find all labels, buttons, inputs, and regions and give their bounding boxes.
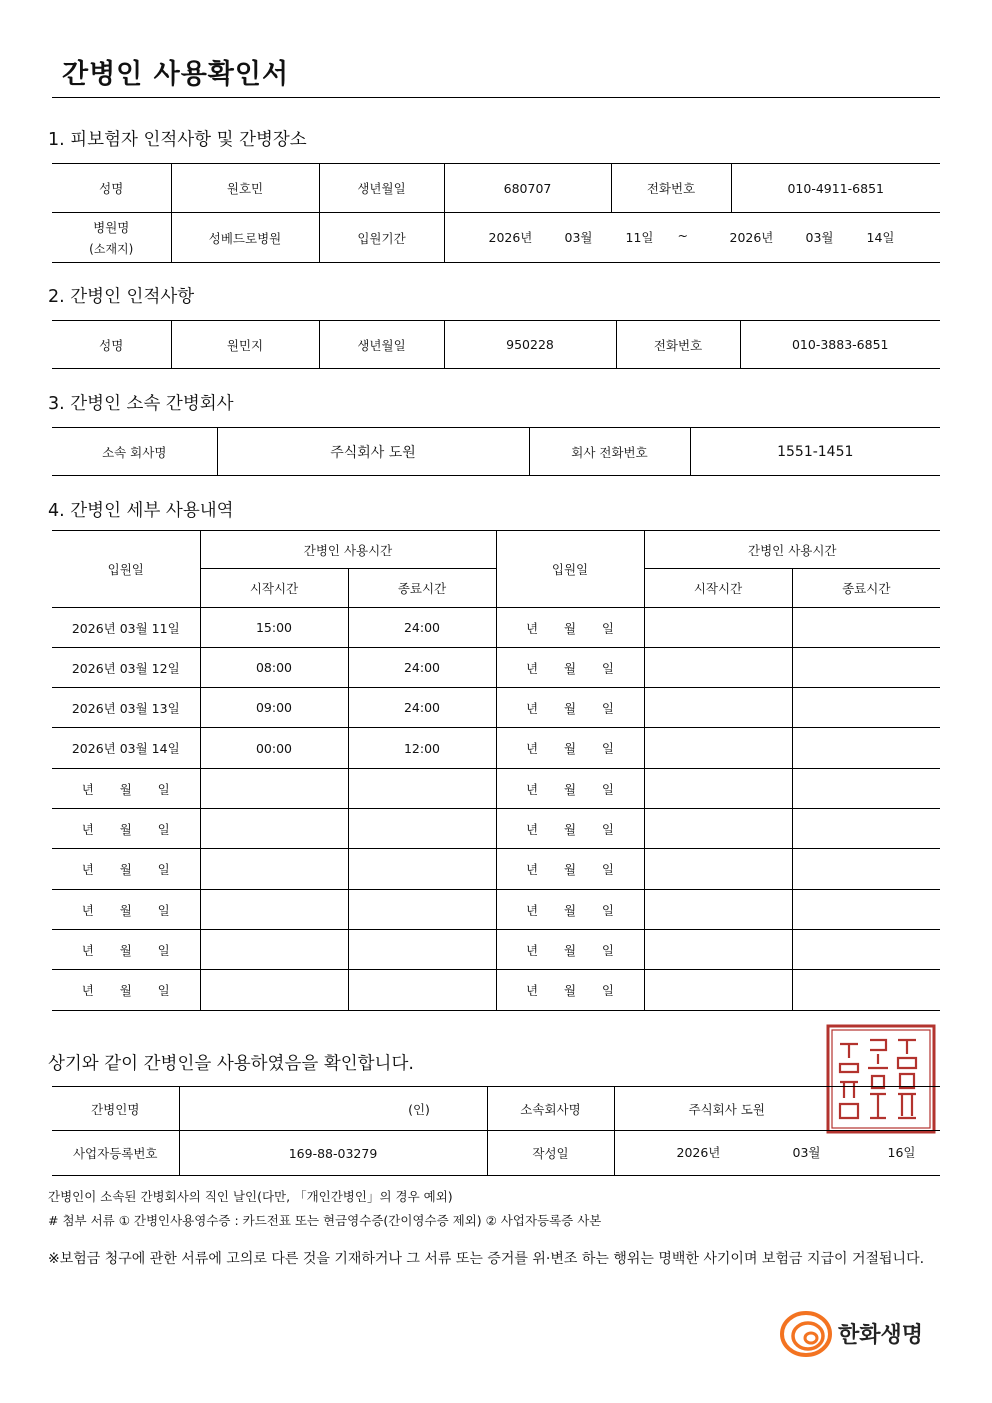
usage-row [52,849,940,890]
period-to-year: 2026년 [729,229,774,245]
insured-birth[interactable]: 680707 [444,164,611,213]
signoff-table [52,1086,940,1176]
document-title: 간병인 사용확인서 [62,59,290,90]
blank-year: 년 [81,983,94,998]
hospital-sub-label: (소재지) [89,242,134,256]
usage-end-time[interactable]: 12:00 [348,728,496,769]
insured-birth-label: 생년월일 [319,164,444,213]
written-year: 2026년 [676,1145,721,1160]
usage-end-time[interactable] [348,849,496,890]
blank-date [82,780,170,798]
usage-end-time-right[interactable] [792,930,940,970]
blank-year: 년 [81,862,94,877]
section-1-heading: 1. 피보험자 인적사항 및 간병장소 [48,130,307,150]
usage-admit-label-right: 입원일 [496,531,644,608]
usage-date-right[interactable] [496,930,644,970]
usage-end-time[interactable] [348,890,496,930]
blank-month: 월 [119,862,132,877]
insured-phone-label: 전화번호 [611,164,731,213]
usage-start-label-left: 시작시간 [200,569,348,608]
blank-month: 월 [563,700,577,716]
signoff-company-label: 소속회사명 [487,1087,614,1131]
blank-year: 년 [526,983,539,998]
usage-date[interactable]: 2026년 03월 13일 [52,688,200,728]
usage-row [52,688,940,728]
blank-year: 년 [526,781,539,797]
insured-name[interactable]: 원호민 [171,164,319,213]
usage-start-label-right: 시작시간 [644,569,792,608]
usage-start-time-right[interactable] [644,648,792,688]
usage-row [52,648,940,688]
hospital-name[interactable]: 성베드로병원 [171,213,319,263]
usage-start-time-right[interactable] [644,809,792,849]
usage-start-time-right[interactable] [644,769,792,809]
blank-year: 년 [526,620,539,636]
note-attachments: # 첨부 서류 ① 간병인사용영수증 : 카드전표 또는 현금영수증(간이영수증 제외) ② 사업자등록증 사본 [48,1213,602,1228]
usage-date-right[interactable] [496,728,644,769]
usage-date-right[interactable] [496,608,644,648]
usage-date[interactable]: 2026년 03월 12일 [52,648,200,688]
blank-month: 월 [563,741,577,756]
usage-date[interactable] [52,809,200,849]
usage-start-time[interactable] [200,890,348,930]
period-from-month: 03월 [564,229,593,245]
usage-end-time-right[interactable] [792,769,940,809]
usage-start-time-right[interactable] [644,608,792,648]
bizno-label: 사업자등록번호 [52,1131,179,1176]
blank-date [82,860,170,878]
blank-year: 년 [81,902,94,918]
blank-day: 일 [157,983,170,998]
usage-row [52,809,940,849]
usage-date-right[interactable] [496,688,644,728]
usage-start-time[interactable] [200,970,348,1011]
blank-day: 일 [157,781,170,797]
usage-start-time-right[interactable] [644,688,792,728]
blank-month: 월 [563,862,577,877]
blank-month: 월 [119,983,132,998]
period-to-day: 14일 [866,229,895,245]
usage-start-time-right[interactable] [644,970,792,1011]
usage-date-right[interactable] [496,849,644,890]
blank-date [82,941,170,959]
blank-year: 년 [526,862,539,877]
usage-end-time-right[interactable] [792,809,940,849]
caregiver-phone-label: 전화번호 [616,321,740,369]
usage-start-time[interactable]: 00:00 [200,728,348,769]
blank-year: 년 [526,942,539,958]
usage-row [52,930,940,970]
usage-end-time-right[interactable] [792,890,940,930]
usage-start-time[interactable] [200,930,348,970]
company-table [52,427,940,476]
blank-day: 일 [601,781,614,797]
usage-date[interactable] [52,769,200,809]
usage-end-time-right[interactable] [792,728,940,769]
period-from-year: 2026년 [488,229,533,245]
blank-month: 월 [563,781,577,797]
usage-row [52,608,940,648]
usage-end-time[interactable] [348,930,496,970]
usage-table [52,530,940,1011]
usage-hours-label-left: 간병인 사용시간 [200,531,496,569]
blank-date [526,739,614,757]
usage-end-label-right: 종료시간 [792,569,940,608]
blank-month: 월 [563,942,577,958]
blank-year: 년 [526,700,539,716]
usage-end-time-right[interactable] [792,608,940,648]
usage-date-right[interactable] [496,970,644,1011]
written-date[interactable] [614,1131,940,1176]
caregiver-signature-field[interactable] [179,1087,487,1131]
usage-date[interactable] [52,930,200,970]
blank-date [526,820,614,838]
usage-start-time[interactable] [200,849,348,890]
usage-date[interactable] [52,890,200,930]
blank-year: 년 [526,741,539,756]
blank-month: 월 [119,821,132,837]
insured-name-label: 성명 [52,164,171,213]
usage-start-time-right[interactable] [644,849,792,890]
note-seal: 간병인이 소속된 간병회사의 직인 날인(다만, 「개인간병인」의 경우 예외) [48,1189,453,1204]
blank-date [526,699,614,717]
usage-date-right[interactable] [496,648,644,688]
usage-date-right[interactable] [496,809,644,849]
blank-year: 년 [526,660,539,676]
usage-start-time-right[interactable] [644,890,792,930]
blank-year: 년 [526,902,539,918]
usage-admit-label-left: 입원일 [52,531,200,608]
blank-year: 년 [81,942,94,958]
usage-end-time[interactable] [348,970,496,1011]
company-phone-label: 회사 전화번호 [529,428,690,476]
bizno[interactable]: 169-88-03279 [179,1131,487,1176]
caregiver-phone[interactable]: 010-3883-6851 [740,321,940,369]
blank-day: 일 [601,821,614,837]
fraud-warning: ※보험금 청구에 관한 서류에 고의로 다른 것을 기재하거나 그 서류 또는 증거를 위·변조 하는 행위는 명백한 사기이며 보험금 지급이 거절됩니다. [48,1251,925,1267]
period-tilde: ~ [677,227,688,243]
caregiver-name-label: 성명 [52,321,171,369]
blank-month: 월 [563,821,577,837]
usage-row [52,970,940,1011]
blank-date [526,901,614,919]
usage-end-time[interactable] [348,809,496,849]
section-2-heading: 2. 간병인 인적사항 [48,287,195,307]
usage-start-time[interactable] [200,769,348,809]
blank-day: 일 [601,983,614,998]
blank-date [526,941,614,959]
blank-year: 년 [81,781,94,797]
blank-month: 월 [563,902,577,918]
title-divider [52,97,940,98]
blank-day: 일 [601,620,614,636]
blank-year: 년 [526,821,539,837]
section-4-heading: 4. 간병인 세부 사용내역 [48,501,234,521]
usage-date-right[interactable] [496,769,644,809]
caregiver-name[interactable]: 원민지 [171,321,319,369]
blank-day: 일 [601,862,614,877]
seal-mark: (인) [408,1101,430,1117]
usage-start-time-right[interactable] [644,728,792,769]
blank-month: 월 [563,983,577,998]
caregiver-table [52,320,940,369]
blank-year: 년 [81,821,94,837]
blank-date [526,659,614,677]
blank-date [82,901,170,919]
blank-date [82,981,170,999]
insured-phone[interactable]: 010-4911-6851 [731,164,940,213]
usage-end-time[interactable]: 24:00 [348,688,496,728]
period-to-month: 03월 [805,229,834,245]
written-day: 16일 [887,1145,916,1160]
company-name[interactable]: 주식회사 도원 [217,428,529,476]
usage-row [52,728,940,769]
usage-end-time[interactable] [348,769,496,809]
company-name-label: 소속 회사명 [52,428,217,476]
caregiver-birth-label: 생년월일 [319,321,444,369]
section-3-heading: 3. 간병인 소속 간병회사 [48,394,234,414]
written-month: 03월 [792,1145,821,1160]
usage-row [52,890,940,930]
blank-date [82,820,170,838]
company-phone[interactable]: 1551-1451 [690,428,940,476]
signoff-company[interactable]: 주식회사 도원 [614,1087,940,1131]
usage-start-time-right[interactable] [644,930,792,970]
usage-end-time[interactable]: 24:00 [348,608,496,648]
blank-date [526,981,614,999]
blank-date [526,780,614,798]
hospital-label [52,213,171,263]
blank-month: 월 [119,942,132,958]
blank-day: 일 [601,660,614,676]
usage-end-label-left: 종료시간 [348,569,496,608]
blank-date [526,619,614,637]
usage-end-time[interactable]: 24:00 [348,648,496,688]
caregiver-signature-label: 간병인명 [52,1087,179,1131]
insured-table [52,163,940,263]
usage-date[interactable] [52,849,200,890]
usage-start-time[interactable]: 08:00 [200,648,348,688]
usage-start-time[interactable]: 15:00 [200,608,348,648]
blank-day: 일 [601,942,614,958]
blank-month: 월 [563,620,577,636]
usage-start-time[interactable] [200,809,348,849]
admission-period-label: 입원기간 [319,213,444,263]
usage-hours-label-right: 간병인 사용시간 [644,531,940,569]
caregiver-birth[interactable]: 950228 [444,321,616,369]
usage-end-time-right[interactable] [792,688,940,728]
usage-start-time[interactable]: 09:00 [200,688,348,728]
admission-period[interactable] [444,213,940,263]
usage-date[interactable]: 2026년 03월 11일 [52,608,200,648]
period-from-day: 11일 [625,229,654,245]
blank-date [526,860,614,878]
blank-day: 일 [157,821,170,837]
usage-row [52,769,940,809]
blank-day: 일 [601,902,614,918]
blank-day: 일 [157,862,170,877]
confirmation-statement: 상기와 같이 간병인을 사용하였음을 확인합니다. [48,1054,414,1074]
hanwha-logo-text: 한화생명 [838,1323,924,1348]
usage-end-time-right[interactable] [792,849,940,890]
blank-month: 월 [563,660,577,676]
usage-end-time-right[interactable] [792,648,940,688]
written-date-label: 작성일 [487,1131,614,1176]
usage-end-time-right[interactable] [792,970,940,1011]
usage-date-right[interactable] [496,890,644,930]
usage-date[interactable]: 2026년 03월 14일 [52,728,200,769]
blank-day: 일 [601,700,614,716]
blank-month: 월 [119,781,132,797]
blank-day: 일 [601,741,614,756]
blank-day: 일 [157,902,170,918]
blank-day: 일 [157,942,170,958]
blank-month: 월 [119,902,132,918]
usage-date[interactable] [52,970,200,1011]
hospital-label-text: 병원명 [93,220,130,235]
